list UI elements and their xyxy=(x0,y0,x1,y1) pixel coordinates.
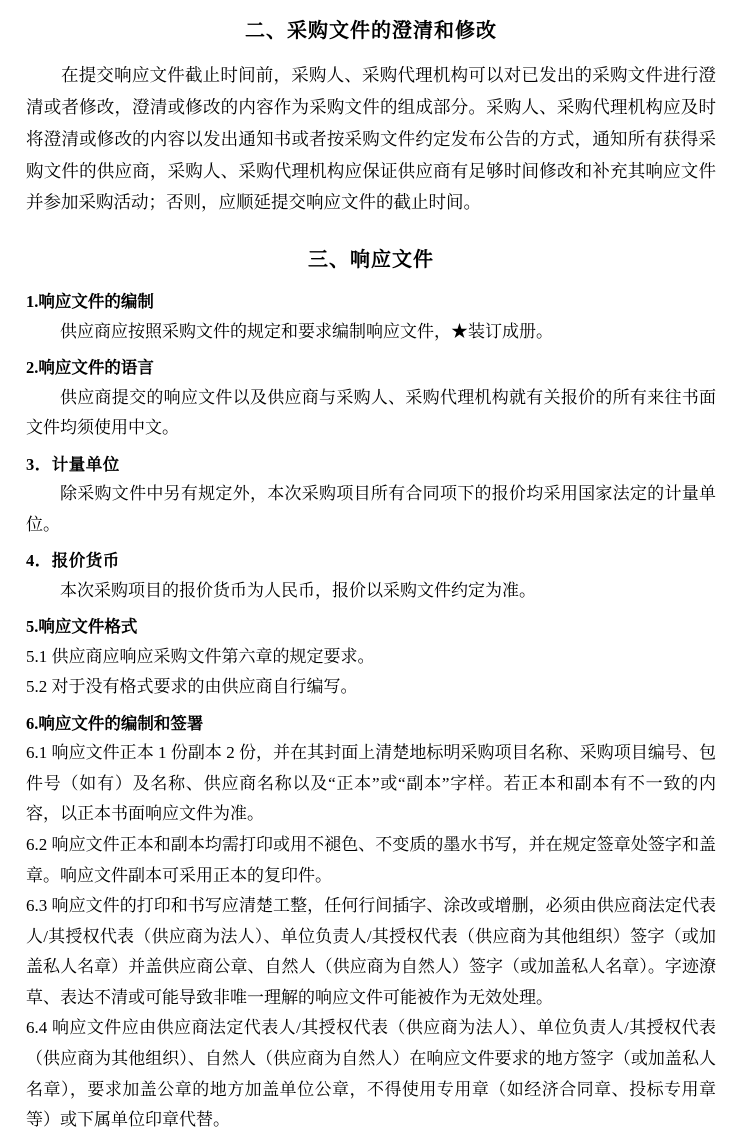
clause-title-5: 5.响应文件格式 xyxy=(26,617,138,637)
section-two-paragraph: 在提交响应文件截止时间前，采购人、采购代理机构可以对已发出的采购文件进行澄清或者修改，澄清或修改的内容作为采购文件的组成部分。采购人、采购代理机构应及时将澄清或修改的内容以发出通知书或者按采购文件约定发布公告的方式，通知所有获得采购文件的供应商，采购人、采购代理机构应保证供应商有足够时间修改和补充其响应文件并参加采购活动；否则，应顺延提交响应文件的截止时间。 xyxy=(26,65,716,213)
clause-line-6-4: 6.4 响应文件应由供应商法定代表人/其授权代表（供应商为法人）、单位负责人/其授权代表（供应商为其他组织）、自然人（供应商为自然人）在响应文件要求的地方签字（或加盖私人名章），要求加盖公章的地方加盖单位公章，不得使用专用章（如经济合同章、投标专用章等）或下属单位印章代替。 xyxy=(26,1018,716,1130)
clause-line-6-2: 6.2 响应文件正本和副本均需打印或用不褪色、不变质的墨水书写，并在规定签章处签字和盖章。响应文件副本可采用正本的复印件。 xyxy=(26,834,716,885)
clause-group-4 xyxy=(26,546,716,606)
clause-group-6 xyxy=(26,709,716,1136)
clause-title-6: 6.响应文件的编制和签署 xyxy=(26,713,204,733)
clause-title-4: 4．报价货币 xyxy=(26,551,120,571)
clause-line-3-1: 除采购文件中另有规定外，本次采购项目所有合同项下的报价均采用国家法定的计量单位。 xyxy=(26,484,716,534)
clause-group-2 xyxy=(26,353,716,444)
clause-title-2: 2.响应文件的语言 xyxy=(26,358,154,378)
clause-line-6-1: 6.1 响应文件正本 1 份副本 2 份，并在其封面上清楚地标明采购项目名称、采购项目编号、包件号（如有）及名称、供应商名称以及“正本”或“副本”字样。若正本和副本有不一致的内容，以正本书面响应文件为准。 xyxy=(26,743,716,824)
section-two-heading: 二、采购文件的澄清和修改 xyxy=(245,20,497,42)
clause-line-2-1: 供应商提交的响应文件以及供应商与采购人、采购代理机构就有关报价的所有来往书面文件均须使用中文。 xyxy=(26,387,716,438)
clause-line-6-3: 6.3 响应文件的打印和书写应清楚工整，任何行间插字、涂改或增删，必须由供应商法定代表人/其授权代表（供应商为法人）、单位负责人/其授权代表（供应商为其他组织）签字（或加盖私人名章）并盖供应商公章、自然人（供应商为自然人）签字（或加盖私人名章）。字迹潦草、表达不清或可能导致非唯一理解的响应文件可能被作为无效处理。 xyxy=(26,896,716,1007)
clause-group-3 xyxy=(26,450,716,541)
clause-line-4-1: 本次采购项目的报价货币为人民币，报价以采购文件约定为准。 xyxy=(60,580,536,600)
clause-title-1: 1.响应文件的编制 xyxy=(26,292,154,312)
clause-line-1-1: 供应商应按照采购文件的规定和要求编制响应文件，★装订成册。 xyxy=(60,321,553,341)
clause-group-1 xyxy=(26,287,716,347)
clause-group-5 xyxy=(26,612,716,703)
section-three-heading: 三、响应文件 xyxy=(308,249,434,272)
clause-line-5-1: 5.1 供应商应响应采购文件第六章的规定要求。 xyxy=(26,646,375,666)
clause-line-5-2: 5.2 对于没有格式要求的由供应商自行编写。 xyxy=(26,677,358,697)
clause-title-3: 3．计量单位 xyxy=(26,454,120,474)
